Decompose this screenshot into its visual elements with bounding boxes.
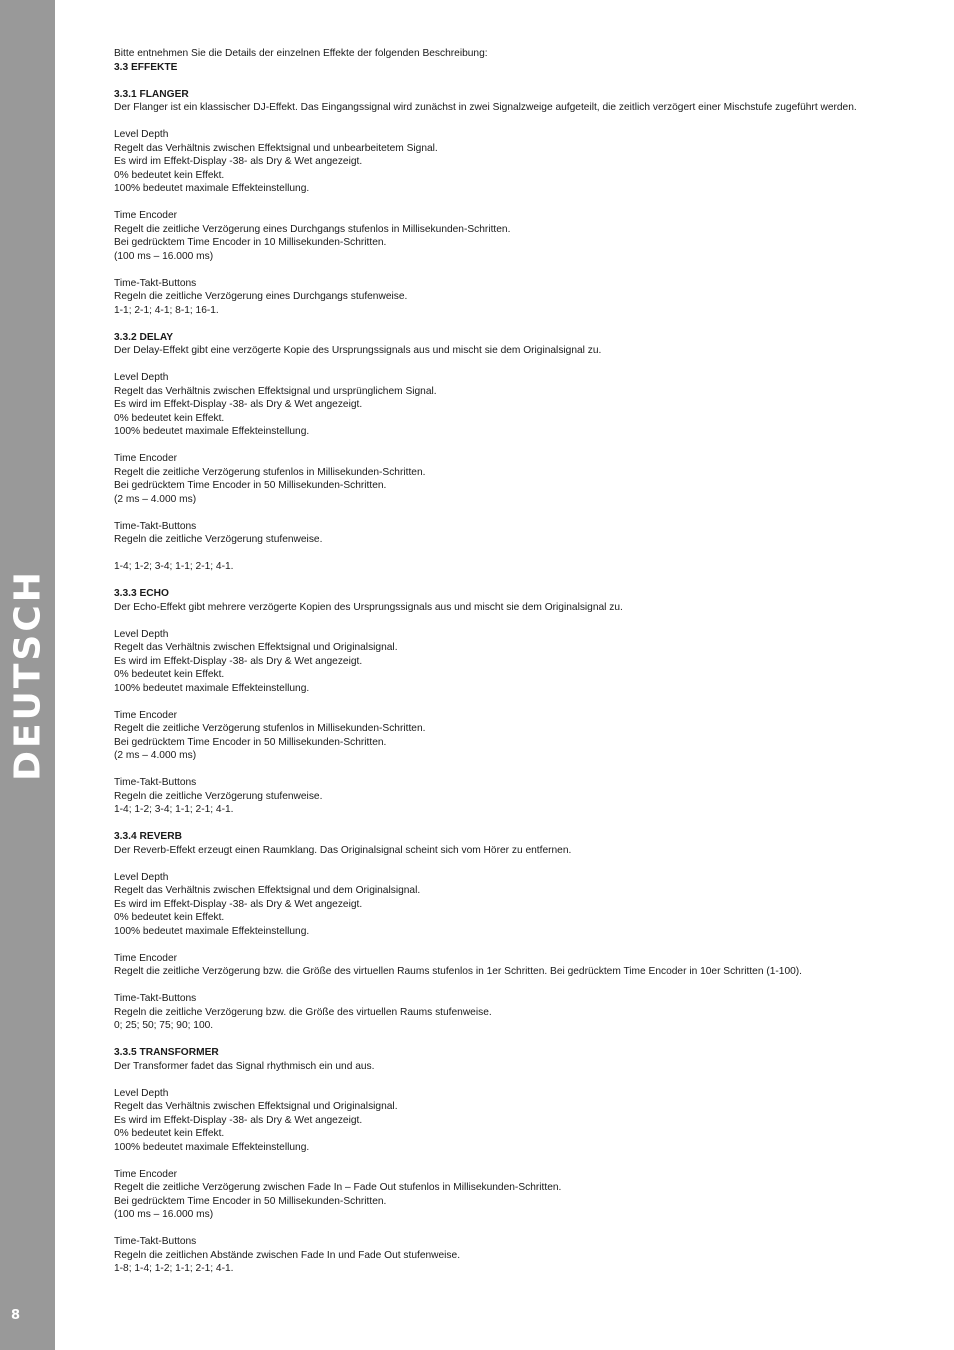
paragraph-gap — [114, 1154, 874, 1168]
text-line: Es wird im Effekt-Display -38- als Dry & Wet angezeigt. — [114, 156, 363, 167]
text-line: Time-Takt-Buttons — [114, 1236, 197, 1247]
text-line: Level Depth — [114, 129, 169, 140]
paragraph-gap — [114, 938, 874, 952]
text-line: Regelt das Verhältnis zwischen Effektsignal und dem Originalsignal. — [114, 885, 421, 896]
text-line: Regelt das Verhältnis zwischen Effektsignal und unbearbeitetem Signal. — [114, 142, 438, 154]
text-line: Level Depth — [114, 628, 169, 640]
text-line: Bitte entnehmen Sie die Details der einzelnen Effekte der folgenden Beschreibung: — [114, 48, 488, 59]
text-line: Regelt das Verhältnis zwischen Effektsignal und Originalsignal. — [114, 642, 398, 653]
language-sidebar — [0, 0, 55, 1350]
text-line: Es wird im Effekt-Display -38- als Dry & Wet angezeigt. — [114, 1114, 363, 1126]
paragraph-gap — [114, 358, 874, 372]
text-line: Bei gedrücktem Time Encoder in 50 Millisekunden-Schritten. — [114, 480, 387, 491]
text-line: Time-Takt-Buttons — [114, 520, 197, 532]
text-line: (2 ms – 4.000 ms) — [114, 493, 197, 505]
paragraph-gap — [114, 614, 874, 628]
text-line: Der Reverb-Effekt erzeugt einen Raumklang. Das Originalsignal scheint sich vom Hörer zu entfernen. — [114, 844, 572, 856]
text-line: Regeln die zeitliche Verzögerung bzw. die Größe des virtuellen Raums stufenweise. — [114, 1006, 492, 1018]
text-line: 100% bedeutet maximale Effekteinstellung. — [114, 426, 310, 437]
text-line: 100% bedeutet maximale Effekteinstellung. — [114, 925, 310, 937]
paragraph-gap — [114, 1033, 874, 1047]
text-line: Es wird im Effekt-Display -38- als Dry & Wet angezeigt. — [114, 898, 363, 910]
section-heading: 3.3.2 DELAY — [114, 331, 174, 343]
text-line: 0% bedeutet kein Effekt. — [114, 169, 225, 181]
text-line: 1-4; 1-2; 3-4; 1-1; 2-1; 4-1. — [114, 804, 234, 815]
text-line: 0; 25; 50; 75; 90; 100. — [114, 1020, 214, 1031]
text-line: 0% bedeutet kein Effekt. — [114, 412, 225, 424]
text-line: (100 ms – 16.000 ms) — [114, 1209, 214, 1220]
text-line: Bei gedrücktem Time Encoder in 50 Millisekunden-Schritten. — [114, 1195, 387, 1207]
text-line: Regeln die zeitliche Verzögerung stufenweise. — [114, 534, 323, 545]
text-line: 1-1; 2-1; 4-1; 8-1; 16-1. — [114, 304, 219, 316]
text-line: Regelt das Verhältnis zwischen Effektsignal und ursprünglichem Signal. — [114, 385, 437, 397]
paragraph-gap — [114, 763, 874, 777]
paragraph-gap — [114, 506, 874, 520]
section-heading: 3.3.5 TRANSFORMER — [114, 1047, 219, 1058]
section-heading: 3.3.3 ECHO — [114, 588, 169, 599]
section-heading: 3.3 EFFEKTE — [114, 61, 178, 73]
text-line: 100% bedeutet maximale Effekteinstellung. — [114, 183, 310, 194]
text-line: 0% bedeutet kein Effekt. — [114, 912, 225, 923]
paragraph-gap — [114, 439, 874, 453]
paragraph-gap — [114, 1073, 874, 1087]
paragraph-gap — [114, 115, 874, 129]
text-line: Regelt das Verhältnis zwischen Effektsignal und Originalsignal. — [114, 1101, 398, 1112]
text-line: Regeln die zeitliche Verzögerung eines Durchgangs stufenweise. — [114, 291, 408, 302]
text-line: 0% bedeutet kein Effekt. — [114, 669, 225, 680]
text-line: Der Delay-Effekt gibt eine verzögerte Kopie des Ursprungssignals aus und mischt sie dem Originalsignal zu. — [114, 345, 602, 356]
text-line: Regelt die zeitliche Verzögerung eines Durchgangs stufenlos in Millisekunden-Schritten. — [114, 223, 511, 235]
text-line: Level Depth — [114, 1087, 169, 1099]
paragraph-gap — [114, 857, 874, 871]
text-line: 1-4; 1-2; 3-4; 1-1; 2-1; 4-1. — [114, 561, 234, 572]
paragraph-gap — [114, 74, 874, 88]
text-line: Der Echo-Effekt gibt mehrere verzögerte Kopien des Ursprungssignals aus und mischt sie dem Originalsignal zu. — [114, 601, 623, 613]
text-line: Bei gedrücktem Time Encoder in 50 Millisekunden-Schritten. — [114, 736, 387, 748]
paragraph-gap — [114, 695, 874, 709]
text-line: 0% bedeutet kein Effekt. — [114, 1128, 225, 1139]
paragraph-gap — [114, 547, 874, 561]
text-line: Regelt die zeitliche Verzögerung bzw. die Größe des virtuellen Raums stufenlos in 1er Schritten. Bei gedrücktem Time Encoder in 10er Schritten (1-100). — [114, 966, 802, 977]
text-line: Der Flanger ist ein klassischer DJ-Effekt. Das Eingangssignal wird zunächst in zwei Signalzweige aufgeteilt, die zeitlich verzögert einer Mischstufe zugeführt werden. — [114, 102, 857, 113]
text-line: Time-Takt-Buttons — [114, 277, 197, 289]
paragraph-gap — [114, 817, 874, 831]
text-line: Time-Takt-Buttons — [114, 993, 197, 1004]
text-line: Time Encoder — [114, 709, 178, 721]
text-line: Regelt die zeitliche Verzögerung stufenlos in Millisekunden-Schritten. — [114, 723, 426, 734]
text-line: Bei gedrücktem Time Encoder in 10 Millisekunden-Schritten. — [114, 237, 387, 248]
text-line: Time Encoder — [114, 453, 178, 464]
paragraph-gap — [114, 263, 874, 277]
paragraph-gap — [114, 574, 874, 588]
section-heading: 3.3.1 FLANGER — [114, 88, 189, 100]
text-line: Time Encoder — [114, 210, 178, 221]
paragraph-gap — [114, 317, 874, 331]
text-line: Time Encoder — [114, 1168, 178, 1180]
text-line: 100% bedeutet maximale Effekteinstellung. — [114, 1141, 310, 1153]
text-line: Level Depth — [114, 372, 169, 383]
paragraph-gap — [114, 196, 874, 210]
text-line: (2 ms – 4.000 ms) — [114, 750, 197, 761]
paragraph-gap — [114, 979, 874, 993]
text-line: Es wird im Effekt-Display -38- als Dry & Wet angezeigt. — [114, 399, 363, 410]
paragraph-gap — [114, 1222, 874, 1236]
text-line: Level Depth — [114, 871, 169, 883]
text-line: 100% bedeutet maximale Effekteinstellung. — [114, 682, 310, 694]
section-heading: 3.3.4 REVERB — [114, 831, 182, 842]
page-number: 8 — [11, 1308, 21, 1323]
text-line: Regeln die zeitliche Verzögerung stufenweise. — [114, 790, 323, 802]
text-line: Es wird im Effekt-Display -38- als Dry & Wet angezeigt. — [114, 655, 363, 667]
text-line: Regeln die zeitlichen Abstände zwischen Fade In und Fade Out stufenweise. — [114, 1249, 461, 1261]
text-line: Regelt die zeitliche Verzögerung zwischen Fade In – Fade Out stufenlos in Millisekunden-Schritten. — [114, 1182, 562, 1193]
text-line: Der Transformer fadet das Signal rhythmisch ein und aus. — [114, 1060, 375, 1072]
document-body — [114, 47, 874, 1276]
text-line: Time Encoder — [114, 952, 178, 964]
text-line: 1-8; 1-4; 1-2; 1-1; 2-1; 4-1. — [114, 1263, 234, 1274]
text-line: (100 ms – 16.000 ms) — [114, 250, 214, 262]
text-line: Regelt die zeitliche Verzögerung stufenlos in Millisekunden-Schritten. — [114, 466, 426, 478]
text-line: Time-Takt-Buttons — [114, 777, 197, 788]
language-label: DEUTSCH — [7, 569, 49, 781]
